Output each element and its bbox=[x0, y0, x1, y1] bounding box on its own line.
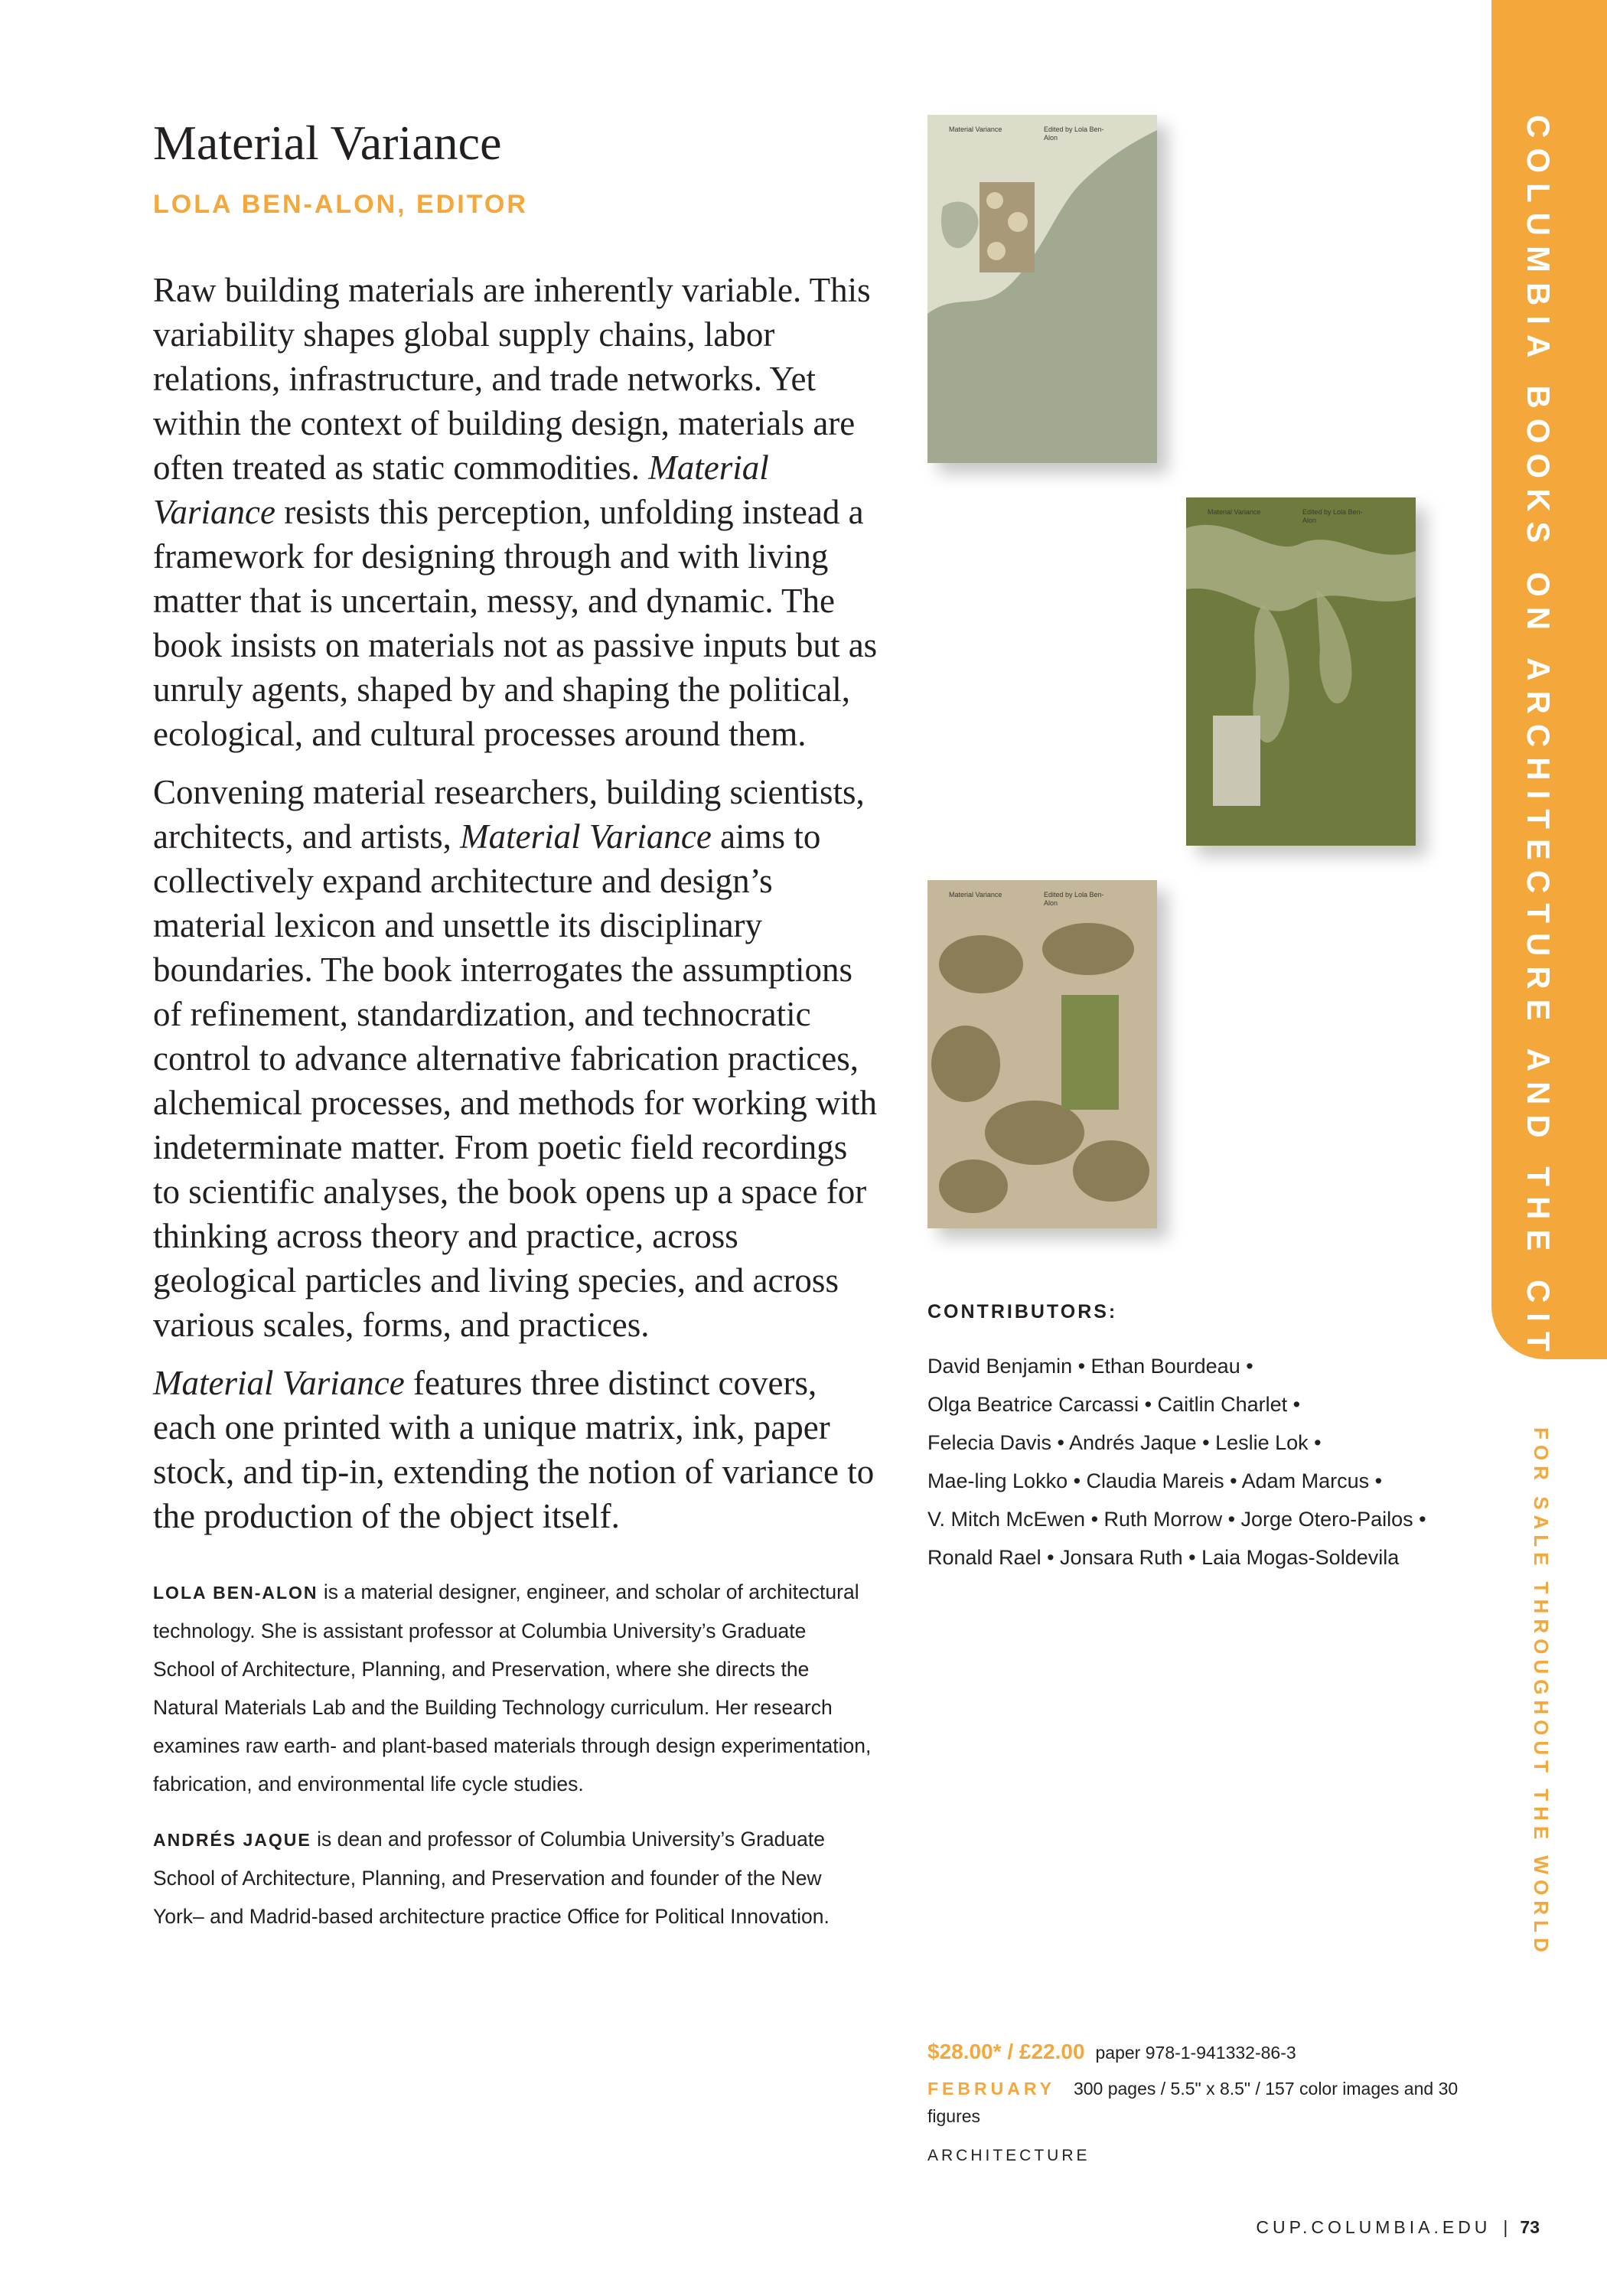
subject-category: ARCHITECTURE bbox=[927, 2147, 1090, 2164]
footer-separator: | bbox=[1503, 2217, 1508, 2237]
book-title: Material Variance bbox=[153, 116, 502, 170]
text-run: features three distinct covers, each one printed with a unique matrix, ink, paper stock, and tip-in, extending the notion of variance to the production of the object itself. bbox=[153, 1364, 875, 1535]
cover-editor: Edited by Lola Ben-Alon bbox=[1044, 126, 1104, 142]
text-run: resists this perception, unfolding instead a framework for designing through and with living matter that is uncertain, messy, and dynamic. The book insists on materials not as passive inputs but as unruly agents, shaped by and shaping the political, ecological, and cultural processes around them. bbox=[153, 493, 878, 753]
book-title-italic: Material Variance bbox=[153, 1364, 405, 1402]
contributors-line: Felecia Davis • Andrés Jaque • Leslie Lok • bbox=[927, 1431, 1322, 1454]
description-paragraph bbox=[153, 1361, 880, 1538]
cover-editor: Edited by Lola Ben-Alon bbox=[1302, 508, 1363, 524]
price-line bbox=[927, 2040, 1478, 2064]
contributors-line: Ronald Rael • Jonsara Ruth • Laia Mogas-Soldevila bbox=[927, 1546, 1400, 1569]
bio-text: is a material designer, engineer, and scholar of architectural technology. She is assistant professor at Columbia University’s Graduate School of Architecture, Planning, and Preservation, where she directs the Natural Materials Lab and the Building Technology curriculum. Her research examines raw earth- and plant-based materials through design experimentation, fabrication, and environmental life cycle studies. bbox=[153, 1580, 872, 1795]
book-description bbox=[153, 268, 880, 1552]
bio-name: LOLA BEN-ALON bbox=[153, 1583, 318, 1603]
book-editor: LOLA BEN-ALON, EDITOR bbox=[153, 190, 528, 219]
book-cover-2 bbox=[1186, 497, 1416, 846]
text-run: Raw building materials are inherently variable. This variability shapes global supply chains, labor relations, infrastructure, and trade networks. Yet within the context of building design, materials are often treated as static commodities. bbox=[153, 271, 871, 487]
book-title-italic: Material Variance bbox=[153, 448, 769, 531]
cover-artwork bbox=[1186, 497, 1416, 846]
book-title-italic: Material Variance bbox=[460, 817, 712, 856]
publication-month: FEBRUARY bbox=[927, 2079, 1055, 2099]
book-cover-1 bbox=[927, 115, 1157, 463]
cover-title: Material Variance bbox=[949, 126, 1002, 133]
book-specs: 300 pages / 5.5" x 8.5" / 157 color images and 30 figures bbox=[927, 2079, 1459, 2126]
contributors-line: David Benjamin • Ethan Bourdeau • bbox=[927, 1355, 1253, 1378]
author-bio bbox=[153, 1820, 872, 1936]
text-run: aims to collectively expand architecture and design’s material lexicon and unsettle its disciplinary boundaries. The book interrogates the assumptions of refinement, standardization, and technocratic control to advance alternative fabrication practices, alchemical processes, and methods for working with indeterminate matter. From poetic field recordings to scientific analyses, the book opens up a space for thinking across theory and practice, across geological particles and living species, and across various scales, forms, and practices. bbox=[153, 817, 877, 1344]
description-paragraph bbox=[153, 770, 880, 1347]
contributors-line: Mae-ling Lokko • Claudia Mareis • Adam Marcus • bbox=[927, 1469, 1383, 1492]
pricing-block bbox=[927, 2040, 1478, 2165]
book-cover-3 bbox=[927, 880, 1157, 1228]
cover-title: Material Variance bbox=[1208, 508, 1261, 516]
author-bios bbox=[153, 1573, 872, 1952]
contributors-list bbox=[927, 1347, 1478, 1577]
page-footer bbox=[1256, 2217, 1540, 2238]
format-isbn: paper 978-1-941332-86-3 bbox=[1095, 2043, 1296, 2063]
publication-info bbox=[927, 2075, 1478, 2130]
contributors-line: V. Mitch McEwen • Ruth Morrow • Jorge Otero-Pailos • bbox=[927, 1508, 1426, 1531]
website-url: CUP.COLUMBIA.EDU bbox=[1256, 2217, 1491, 2237]
series-name: COLUMBIA BOOKS ON ARCHITECTURE AND THE CITY bbox=[1521, 115, 1556, 1393]
text-run: Convening material researchers, building scientists, architects, and artists, bbox=[153, 773, 865, 856]
cover-title: Material Variance bbox=[949, 891, 1002, 899]
sale-territory: FOR SALE THROUGHOUT THE WORLD bbox=[1530, 1427, 1553, 1958]
bio-name: ANDRÉS JAQUE bbox=[153, 1830, 311, 1850]
description-paragraph bbox=[153, 268, 880, 756]
cover-artwork bbox=[927, 880, 1157, 1228]
cover-artwork bbox=[927, 115, 1157, 463]
contributors-heading: CONTRIBUTORS: bbox=[927, 1301, 1118, 1322]
cover-editor: Edited by Lola Ben-Alon bbox=[1044, 891, 1104, 907]
price: $28.00* / £22.00 bbox=[927, 2040, 1085, 2063]
page-number: 73 bbox=[1520, 2217, 1540, 2237]
author-bio bbox=[153, 1573, 872, 1803]
contributors-line: Olga Beatrice Carcassi • Caitlin Charlet • bbox=[927, 1393, 1301, 1416]
bio-text: is dean and professor of Columbia University’s Graduate School of Architecture, Planning, and Preservation and founder of the New York– and Madrid-based architecture practice Office for Political Innovation. bbox=[153, 1828, 830, 1928]
